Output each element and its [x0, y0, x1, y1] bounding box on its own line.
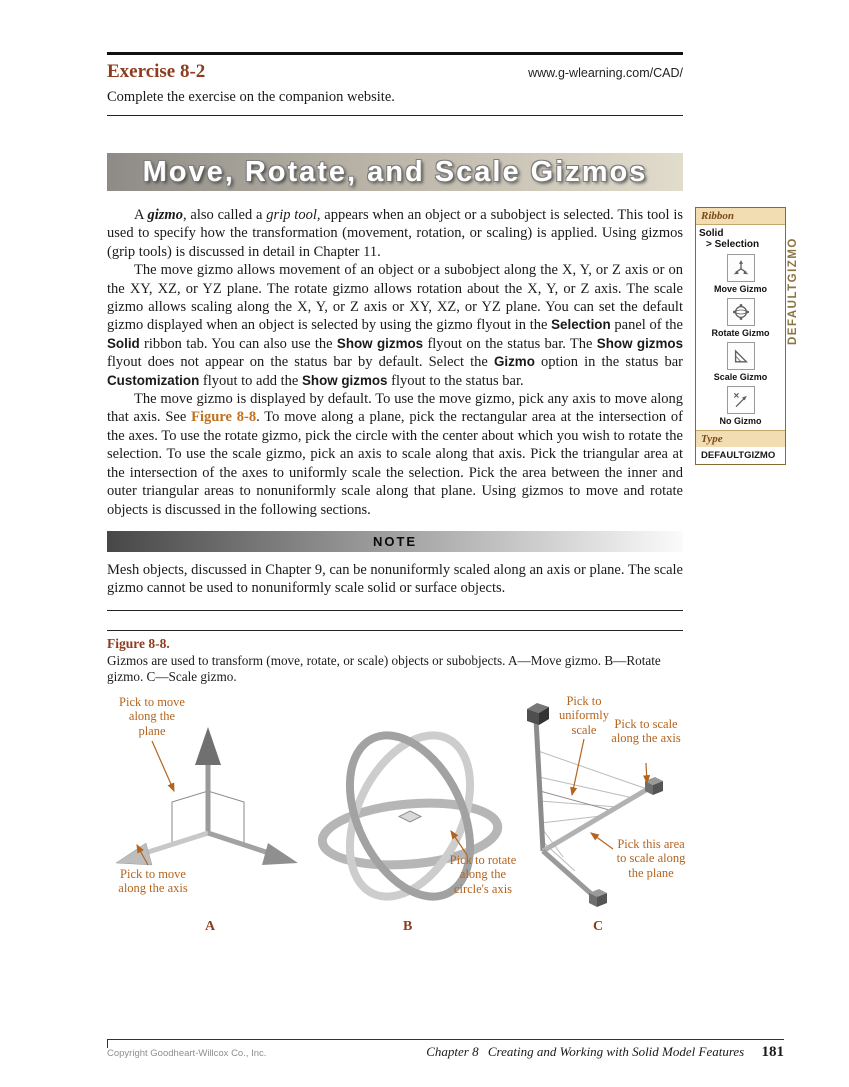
move-gizmo-icon [727, 254, 755, 282]
note-title: NOTE [372, 533, 418, 549]
ui-term-selection: Selection [551, 317, 611, 333]
ui-term-gizmo: Gizmo [493, 354, 535, 370]
figure-label: Figure 8-8. [107, 635, 170, 651]
text-run: flyout on the status bar. The [423, 335, 597, 352]
text-run: The move gizmo is displayed by default. To use the move gizmo, pick any axis to move along that axis. See [107, 391, 683, 426]
divider-rule-figure [107, 630, 683, 631]
margin-index-tab: DEFAULTGIZMO [787, 237, 799, 345]
footer-rule [107, 1039, 784, 1040]
text-run: The move gizmo allows movement of an object or a subobject along the X, Y, or Z axis or on the XY, XZ, or YZ plane. The rotate gizmo allows rotation about the X, Y, or Z axis. The scale gizmo allows scaling along the X, Y, or Z axis or XY, XZ, or YZ plane. You can set the default gizmo displayed when an object is selected by using the gizmo flyout in the [107, 262, 683, 334]
article-text [107, 206, 683, 519]
exercise-instruction: Complete the exercise on the companion website. [107, 89, 395, 105]
figure-8-8-artwork [107, 691, 807, 943]
ribbon-panel-body [696, 224, 785, 431]
text-run: A [134, 207, 148, 223]
text-run: panel of the [610, 317, 683, 334]
page-footer [107, 1044, 784, 1061]
paragraph-2 [107, 261, 683, 390]
ribbon-type-header: Type [701, 433, 723, 445]
ribbon-item-label: Rotate Gizmo [711, 328, 770, 338]
paragraph-3 [107, 390, 683, 519]
ui-term-customization: Customization [107, 372, 200, 388]
figure-sublabel-a: A [205, 918, 216, 934]
ribbon-item-rotate-gizmo [699, 298, 782, 338]
rotate-gizmo-icon [727, 298, 755, 326]
divider-rule-top [107, 52, 683, 55]
figure-sublabel-c: C [593, 918, 604, 934]
ribbon-tab-name: Solid [699, 228, 724, 239]
ribbon-group-name: > Selection [706, 239, 760, 250]
text-run: , appears when an object or a subobject is selected. This tool is used to specify how the transformation (movement, rotation, or scaling) is applied. Using gizmos (grip tools) is discussed in detail in Chapter 11. [107, 207, 684, 260]
ribbon-item-label: Move Gizmo [713, 284, 767, 294]
paragraph-1 [107, 206, 683, 261]
ribbon-item-no-gizmo [699, 386, 782, 426]
chapter-label: Chapter 8 [426, 1044, 479, 1059]
text-run: ribbon tab. You can also use the [139, 335, 337, 352]
section-title: Move, Rotate, and Scale Gizmos [142, 156, 648, 188]
page-number: 181 [761, 1044, 784, 1060]
annotation-scale-axis: Pick to scale along the axis [611, 716, 681, 746]
no-gizmo-icon [727, 386, 755, 414]
annotation-rotate-axis: Pick to rotate along the circle's axis [449, 852, 517, 896]
text-run: flyout does not appear on the status bar by default. Select the [107, 354, 494, 371]
figure-caption: Gizmos are used to transform (move, rotate, or scale) objects or subobjects. A—Move gizmo. B—Rotate gizmo. C—Scale gizmo. [107, 652, 661, 685]
scale-gizmo-icon [727, 342, 755, 370]
term-grip-tool: grip tool [266, 207, 317, 223]
text-run: flyout to the status bar. [387, 372, 524, 389]
ribbon-type-value: DEFAULTGIZMO [696, 447, 785, 464]
main-column [107, 52, 686, 943]
note-body: Mesh objects, discussed in Chapter 9, can be nonuniformly scaled along an axis or plane. The scale gizmo cannot be used to nonuniformly scale solid or surface objects. [107, 561, 683, 597]
ui-term-show-gizmos: Show gizmos [336, 335, 424, 351]
figure-sublabel-b: B [403, 918, 413, 934]
ui-term-show-gizmos: Show gizmos [301, 372, 388, 388]
figure-reference: Figure 8-8 [191, 409, 257, 426]
annotation-move-plane: Pick to move along the plane [119, 694, 185, 738]
ribbon-panel-header: Ribbon [701, 210, 735, 222]
note-heading-bar [107, 531, 683, 552]
text-run: option in the status bar [534, 354, 684, 371]
ribbon-item-move-gizmo [699, 254, 782, 294]
exercise-header [107, 61, 683, 83]
chapter-title: Creating and Working with Solid Model Features [487, 1044, 745, 1059]
text-run: . To move along a plane, pick the rectangular area at the intersection of the axes. To use the rotate gizmo, pick the circle with the center about which you wish to rotate the selection. To use the scale gizmo, pick an axis to scale along that axis. Pick the triangular area at the intersection of the axes to uniformly scale the selection. Pick the area between the inner and outer triangular areas to nonuniformly scale along that plane. Using gizmos to move and rotate objects is discussed in the following sections. [107, 409, 683, 518]
text-run: flyout to add the [199, 372, 302, 389]
ribbon-item-scale-gizmo [699, 342, 782, 382]
annotation-move-axis: Pick to move along the axis [118, 866, 188, 896]
annotation-scale-plane: Pick this area to scale along the plane [616, 836, 686, 880]
divider-rule-note [107, 610, 683, 611]
ribbon-reference-panel [695, 207, 786, 465]
section-title-banner [107, 153, 683, 191]
running-footer [426, 1044, 784, 1061]
ui-term-solid: Solid [107, 335, 140, 351]
ui-term-show-gizmos: Show gizmos [596, 335, 684, 351]
term-gizmo: gizmo [147, 207, 183, 223]
annotation-uniform-scale: Pick to uniformly scale [559, 693, 609, 737]
ribbon-item-label: No Gizmo [719, 416, 762, 426]
exercise-title: Exercise 8-2 [107, 61, 206, 82]
exercise-url: www.g-wlearning.com/CAD/ [528, 66, 683, 80]
divider-rule-exercise [107, 115, 683, 116]
ribbon-item-label: Scale Gizmo [713, 372, 768, 382]
copyright-notice: Copyright Goodheart-Willcox Co., Inc. [107, 1048, 267, 1059]
text-run: , also called a [182, 207, 267, 223]
